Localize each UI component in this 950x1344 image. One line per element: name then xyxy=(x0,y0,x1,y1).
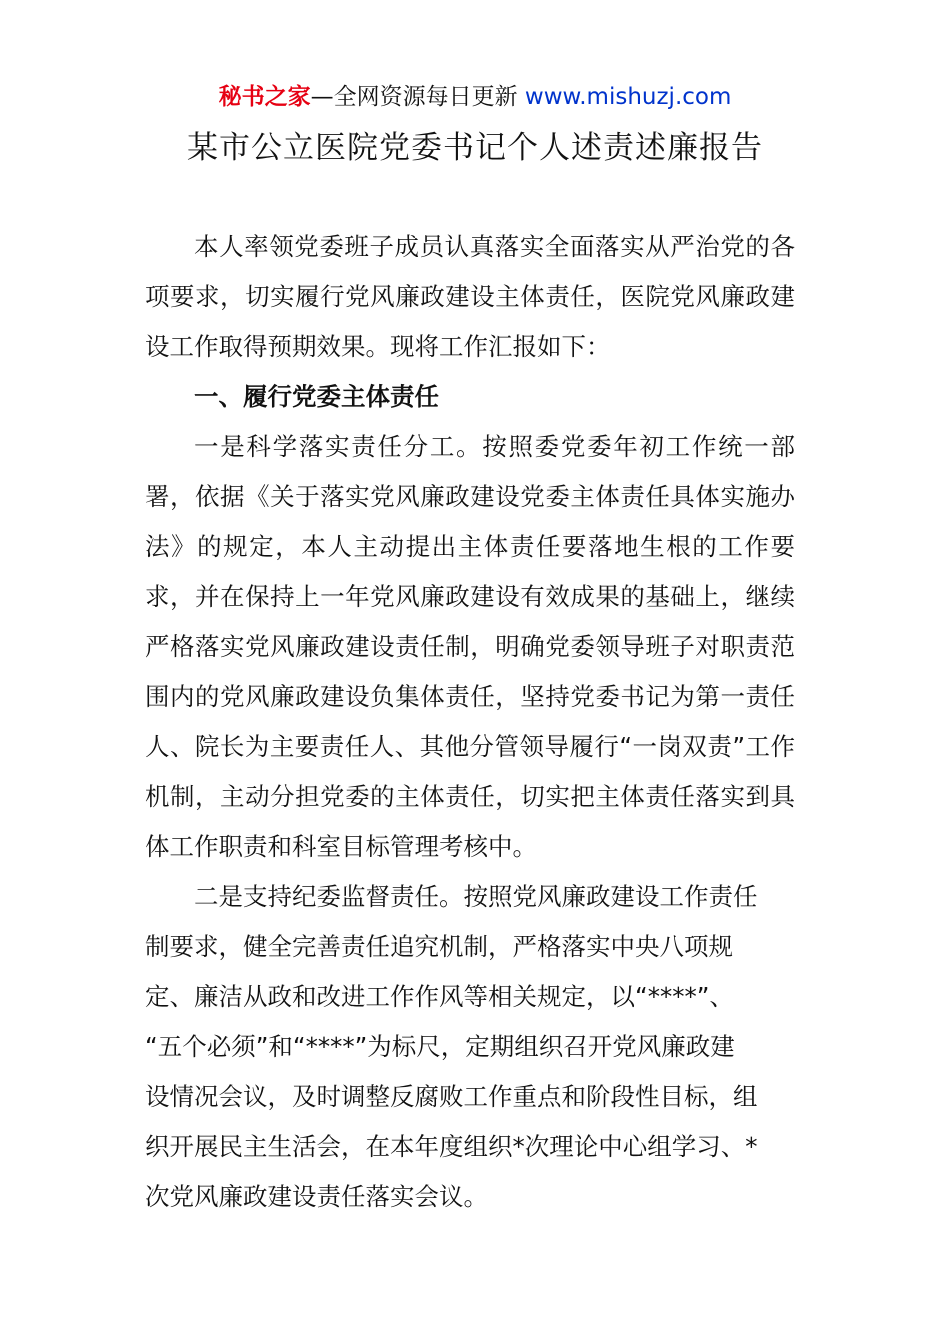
paragraph-line: 织开展民主生活会，在本年度组织*次理论中心组学习、* xyxy=(145,1132,758,1161)
paragraph-line: 次党风廉政建设责任落实会议。 xyxy=(145,1182,488,1211)
paragraph-line: 制要求，健全完善责任追究机制，严格落实中央八项规 xyxy=(145,932,733,961)
intro-paragraph: 本人率领党委班子成员认真落实全面落实从严治党的各项要求，切实履行党风廉政建设主体责任，医院党风廉政建设工作取得预期效果。现将工作汇报如下： xyxy=(145,232,795,361)
paragraph-supervision xyxy=(145,872,795,1222)
site-banner xyxy=(0,80,950,114)
paragraph-line: 二是支持纪委监督责任。按照党风廉政建设工作责任 xyxy=(194,882,758,911)
section-heading: 一、履行党委主体责任 xyxy=(194,382,439,411)
paragraph-line: 设情况会议，及时调整反腐败工作重点和阶段性目标，组 xyxy=(145,1082,758,1111)
banner-tagline: —全网资源每日更新 xyxy=(310,84,525,110)
paragraph-line: “五个必须”和“****”为标尺，定期组织召开党风廉政建 xyxy=(145,1032,735,1061)
document-body xyxy=(145,222,795,1222)
paragraph-responsibility-division: 一是科学落实责任分工。按照委党委年初工作统一部署，依据《关于落实党风廉政建设党委主体责任具体实施办法》的规定，本人主动提出主体责任要落地生根的工作要求，并在保持上一年党风廉政建设有效成果的基础上，继续严格落实党风廉政建设责任制，明确党委领导班子对职责范围内的党风廉政建设负集体责任，坚持党委书记为第一责任人、院长为主要责任人、其他分管领导履行“一岗双责”工作机制，主动分担党委的主体责任，切实把主体责任落实到具体工作职责和科室目标管理考核中。 xyxy=(145,432,795,861)
paragraph-line: 定、廉洁从政和改进工作作风等相关规定，以“****”、 xyxy=(145,982,734,1011)
banner-site-link[interactable]: www.mishuzj.com xyxy=(524,84,732,110)
document-title: 某市公立医院党委书记个人述责述廉报告 xyxy=(187,130,763,166)
banner-brand: 秘书之家 xyxy=(218,84,311,110)
